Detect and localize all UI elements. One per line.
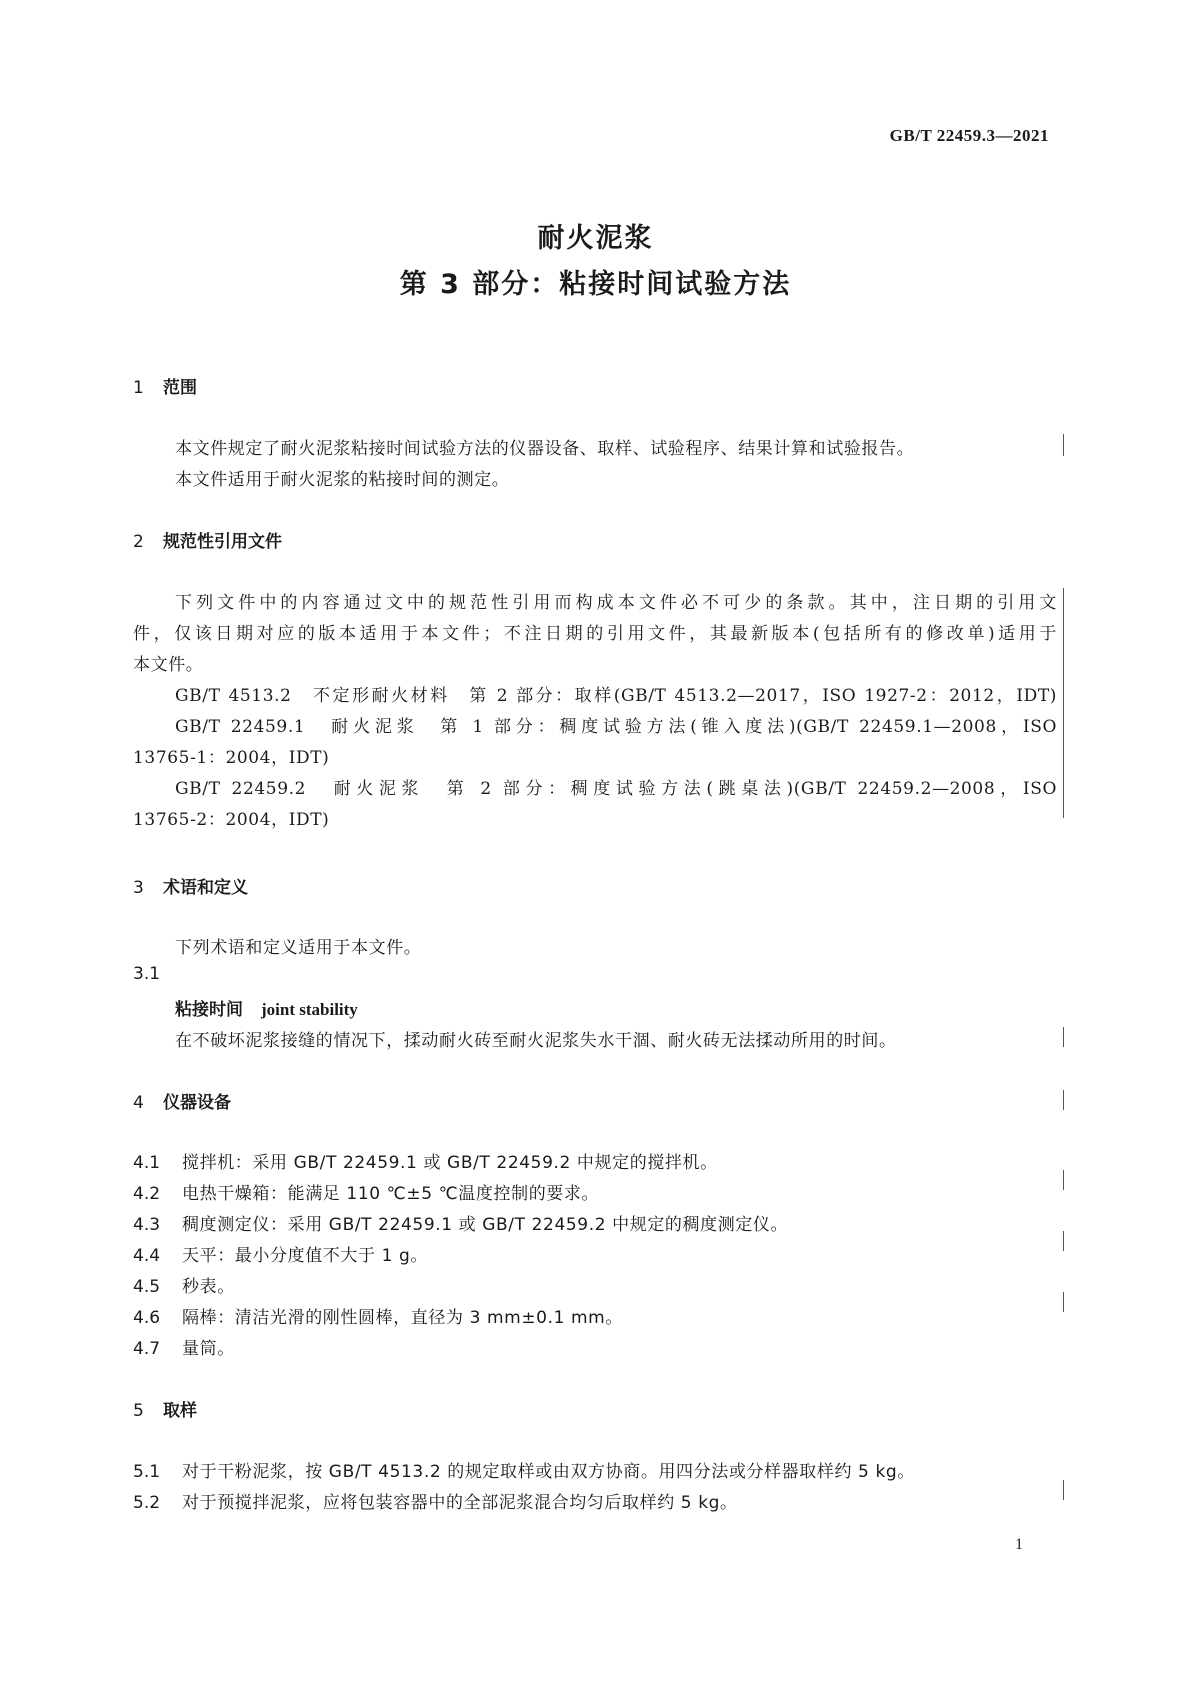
section-3-heading [133, 873, 248, 898]
revision-mark [1063, 1170, 1064, 1190]
section-1-para-1: 本文件规定了耐火泥浆粘接时间试验方法的仪器设备、取样、试验程序、结果计算和试验报告。 [175, 439, 915, 459]
section-title: 范围 [163, 378, 197, 398]
section-number: 4 [133, 1093, 144, 1113]
reference-2: GB/T 22459.1 耐火泥浆 第 1 部分：稠度试验方法(锥入度法)(GB/T 22459.1—2008，ISO [175, 717, 1057, 737]
clause-text: 稠度测定仪：采用 GB/T 22459.1 或 GB/T 22459.2 中规定的稠度测定仪。 [182, 1215, 789, 1235]
revision-mark [1063, 1292, 1064, 1312]
clause-number: 4.4 [133, 1246, 161, 1266]
section-title: 仪器设备 [163, 1093, 231, 1113]
clause-text: 天平：最小分度值不大于 1 g。 [182, 1246, 429, 1266]
clause-5-2 [133, 1488, 738, 1513]
section-title: 规范性引用文件 [163, 532, 282, 552]
section-2-heading [133, 527, 282, 552]
clause-4-3 [133, 1210, 788, 1235]
term-chinese: 粘接时间 [175, 1000, 243, 1020]
clause-text: 对于预搅拌泥浆，应将包装容器中的全部泥浆混合均匀后取样约 5 kg。 [182, 1493, 738, 1513]
section-title: 术语和定义 [163, 878, 248, 898]
term-definition: 在不破坏泥浆接缝的情况下，揉动耐火砖至耐火泥浆失水干涸、耐火砖无法揉动所用的时间。 [175, 1031, 897, 1051]
clause-number: 4.2 [133, 1184, 161, 1204]
section-number: 1 [133, 378, 144, 398]
clause-4-6 [133, 1303, 623, 1328]
clause-4-2 [133, 1179, 599, 1204]
term-entry-number: 3.1 [133, 964, 161, 984]
section-number: 2 [133, 532, 144, 552]
revision-mark [1063, 588, 1064, 818]
section-5-heading [133, 1396, 197, 1421]
term-english: joint stability [261, 1000, 358, 1019]
section-number: 3 [133, 878, 144, 898]
clause-number: 4.1 [133, 1153, 161, 1173]
clause-4-1 [133, 1148, 718, 1173]
reference-2-cont: 13765-1：2004，IDT) [133, 748, 330, 768]
clause-text: 电热干燥箱：能满足 110 ℃±5 ℃温度控制的要求。 [182, 1184, 600, 1204]
clause-number: 5.1 [133, 1462, 161, 1482]
revision-mark [1063, 1090, 1064, 1110]
revision-mark [1063, 434, 1064, 456]
clause-number: 4.5 [133, 1277, 161, 1297]
clause-text: 对于干粉泥浆，按 GB/T 4513.2 的规定取样或由双方协商。用四分法或分样器取样约 5 kg。 [182, 1462, 915, 1482]
clause-number: 4.6 [133, 1308, 161, 1328]
standard-code: GB/T 22459.3—2021 [889, 126, 1049, 145]
clause-number: 5.2 [133, 1493, 161, 1513]
clause-4-4 [133, 1241, 428, 1266]
clause-text: 隔棒：清洁光滑的刚性圆棒，直径为 3 mm±0.1 mm。 [182, 1308, 623, 1328]
revision-mark [1063, 1480, 1064, 1500]
clause-5-1 [133, 1457, 915, 1482]
clause-text: 秒表。 [182, 1277, 235, 1297]
section-2-intro-line-3: 本文件。 [133, 655, 204, 675]
clause-4-7 [133, 1334, 235, 1359]
document-title-line2: 第 3 部分：粘接时间试验方法 [399, 269, 792, 300]
section-4-heading [133, 1088, 231, 1113]
section-title: 取样 [163, 1401, 197, 1421]
reference-3-cont: 13765-2：2004，IDT) [133, 810, 330, 830]
section-3-intro: 下列术语和定义适用于本文件。 [175, 938, 422, 958]
reference-1: GB/T 4513.2 不定形耐火材料 第 2 部分：取样(GB/T 4513.2—2017，ISO 1927-2：2012，IDT) [175, 686, 1057, 706]
section-number: 5 [133, 1401, 144, 1421]
section-1-para-2: 本文件适用于耐火泥浆的粘接时间的测定。 [175, 470, 510, 490]
clause-number: 4.3 [133, 1215, 161, 1235]
reference-3: GB/T 22459.2 耐火泥浆 第 2 部分：稠度试验方法(跳桌法)(GB/T 22459.2—2008，ISO [175, 779, 1057, 799]
page-number: 1 [1015, 1536, 1023, 1553]
clause-text: 量筒。 [182, 1339, 235, 1359]
section-2-intro-line-1: 下列文件中的内容通过文中的规范性引用而构成本文件必不可少的条款。其中，注日期的引用文 [175, 593, 1057, 613]
section-1-heading [133, 373, 197, 398]
revision-mark [1063, 1231, 1064, 1251]
clause-text: 搅拌机：采用 GB/T 22459.1 或 GB/T 22459.2 中规定的搅拌机。 [182, 1153, 718, 1173]
clause-4-5 [133, 1272, 235, 1297]
term-heading [175, 995, 358, 1020]
revision-mark [1063, 1027, 1064, 1047]
document-title-line1: 耐火泥浆 [537, 223, 654, 254]
section-2-intro-line-2: 件，仅该日期对应的版本适用于本文件；不注日期的引用文件，其最新版本(包括所有的修改单)适用于 [133, 624, 1057, 644]
clause-number: 4.7 [133, 1339, 161, 1359]
